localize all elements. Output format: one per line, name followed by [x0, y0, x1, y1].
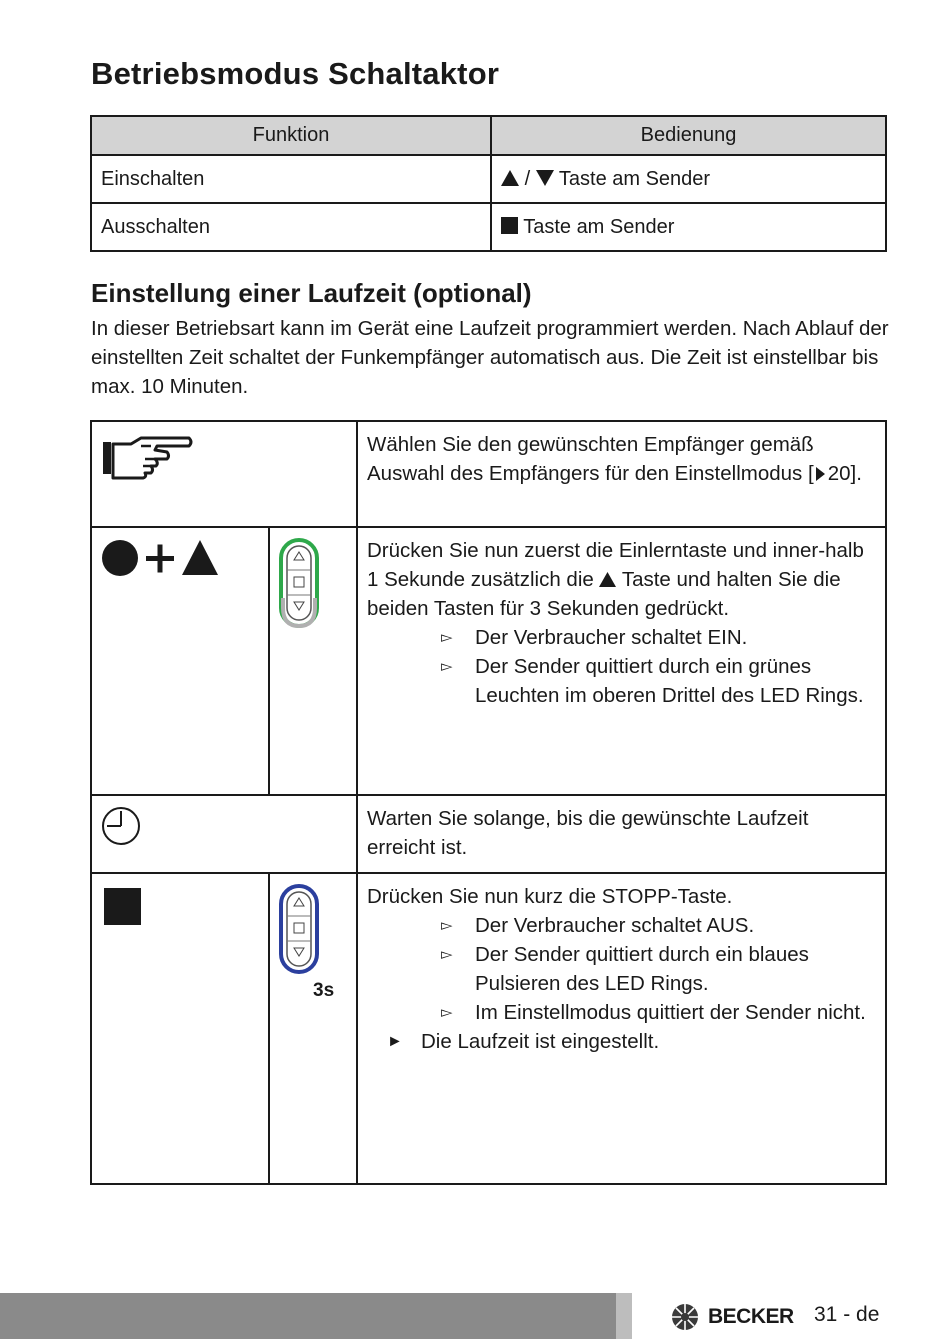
result-text: Der Sender quittiert durch ein grünes Leuchten im oberen Drittel des LED Rings.: [475, 655, 864, 707]
operation-cell: [491, 155, 886, 203]
mode-table: [90, 115, 887, 252]
step-text-cell: [357, 421, 886, 527]
result-arrow-icon: ▻: [441, 946, 453, 963]
page-ref-close: ].: [850, 462, 862, 485]
result-arrow-icon: ▻: [441, 629, 453, 646]
page-title: Betriebsmodus Schaltaktor: [91, 56, 500, 91]
section-title: Einstellung einer Laufzeit (optional): [91, 278, 532, 308]
up-triangle-icon: [182, 540, 218, 575]
step-text: Drücken Sie nun kurz die STOPP-Taste.: [367, 885, 733, 908]
result-item: [367, 940, 875, 998]
step-row: [91, 421, 886, 527]
step-instruction-a: Drücken Sie nun zuerst die Einlerntaste und inner-halb 1 Sekunde zusätzlich die: [367, 539, 864, 591]
remote-green-icon: [279, 538, 321, 630]
footer-bar-accent: [616, 1293, 632, 1339]
button-combo-icon: [101, 539, 261, 585]
table-row: [91, 203, 886, 251]
function-cell: Ausschalten: [91, 203, 491, 251]
footer-bar: [0, 1293, 616, 1339]
step-row: [91, 873, 886, 1184]
final-result: [367, 1027, 875, 1056]
result-text: Der Sender quittiert durch ein blaues Pulsieren des LED Rings.: [475, 943, 809, 995]
table-row: [91, 155, 886, 203]
brand-name: BECKER: [708, 1305, 794, 1328]
slash-separator: /: [524, 167, 531, 190]
operation-label: Taste am Sender: [558, 167, 711, 190]
step-instruction-b: Taste und halten Sie die beiden Tasten für 3 Sekunden gedrückt.: [367, 568, 841, 620]
section-intro: In dieser Betriebsart kann im Gerät eine Laufzeit programmiert werden. Nach Ablauf der einstellten Zeit schaltet der Funkempfänger automatisch aus. Die Zeit ist einstellbar bis max. 10 Minuten.: [91, 317, 889, 398]
result-text: Im Einstellmodus quittiert der Sender nicht.: [475, 1001, 866, 1024]
step-text-cell: [357, 873, 886, 1184]
operation-label: Taste am Sender: [523, 215, 675, 238]
page-ref-number: 20: [827, 462, 851, 485]
duration-label: 3s: [313, 980, 335, 1001]
step-text: [367, 430, 875, 488]
remote-blue-icon: [279, 884, 321, 976]
step-text: Warten Sie solange, bis die gewünschte Laufzeit erreicht ist.: [367, 807, 809, 859]
up-triangle-icon: [599, 572, 616, 587]
header-bedienung: Bedienung: [491, 116, 886, 155]
operation-cell: [491, 203, 886, 251]
pointing-hand-icon: [101, 432, 193, 480]
final-arrow-icon: ►: [387, 1033, 403, 1050]
result-text: Der Verbraucher schaltet AUS.: [475, 914, 755, 937]
up-triangle-icon: [501, 170, 519, 186]
mode-table-header: [91, 116, 886, 155]
result-arrow-icon: ▻: [441, 1004, 453, 1021]
stop-square-icon: [104, 888, 142, 926]
step-text-cell: [357, 795, 886, 873]
page-number: 31 - de: [814, 1303, 880, 1326]
result-item: [367, 911, 875, 940]
step-icon-cell: [91, 527, 335, 1001]
header-funktion: Funktion: [91, 116, 491, 155]
result-item: [367, 652, 875, 710]
result-arrow-icon: ▻: [441, 658, 453, 675]
step-instruction: Wählen Sie den gewünschten Empfänger gemäß Auswahl des Empfängers für den Einstellmodus: [367, 433, 814, 485]
remote-icon-cell: [269, 873, 357, 1184]
result-text: Der Verbraucher schaltet EIN.: [475, 626, 748, 649]
function-cell: Einschalten: [91, 155, 491, 203]
remote-icon-cell: [269, 527, 357, 795]
step-row: [91, 527, 886, 795]
result-item: [367, 998, 875, 1027]
steps-table: [90, 420, 887, 1185]
step-text-cell: [357, 527, 886, 795]
stop-square-icon: [501, 217, 518, 234]
becker-logo-icon: [670, 1302, 700, 1332]
result-item: [367, 623, 875, 652]
final-text: Die Laufzeit ist eingestellt.: [421, 1030, 660, 1053]
play-arrow-icon: [816, 467, 825, 481]
step-text: [367, 536, 875, 623]
step-icon-cell: [91, 873, 269, 1184]
page-ref-open: [: [808, 462, 814, 485]
step-icon-cell: [91, 795, 357, 873]
result-arrow-icon: ▻: [441, 917, 453, 934]
step-row: [91, 795, 886, 873]
brand-logo: [670, 1302, 794, 1332]
clock-icon: [101, 806, 141, 846]
step-icon-cell: [91, 421, 357, 527]
down-triangle-icon: [536, 170, 554, 186]
